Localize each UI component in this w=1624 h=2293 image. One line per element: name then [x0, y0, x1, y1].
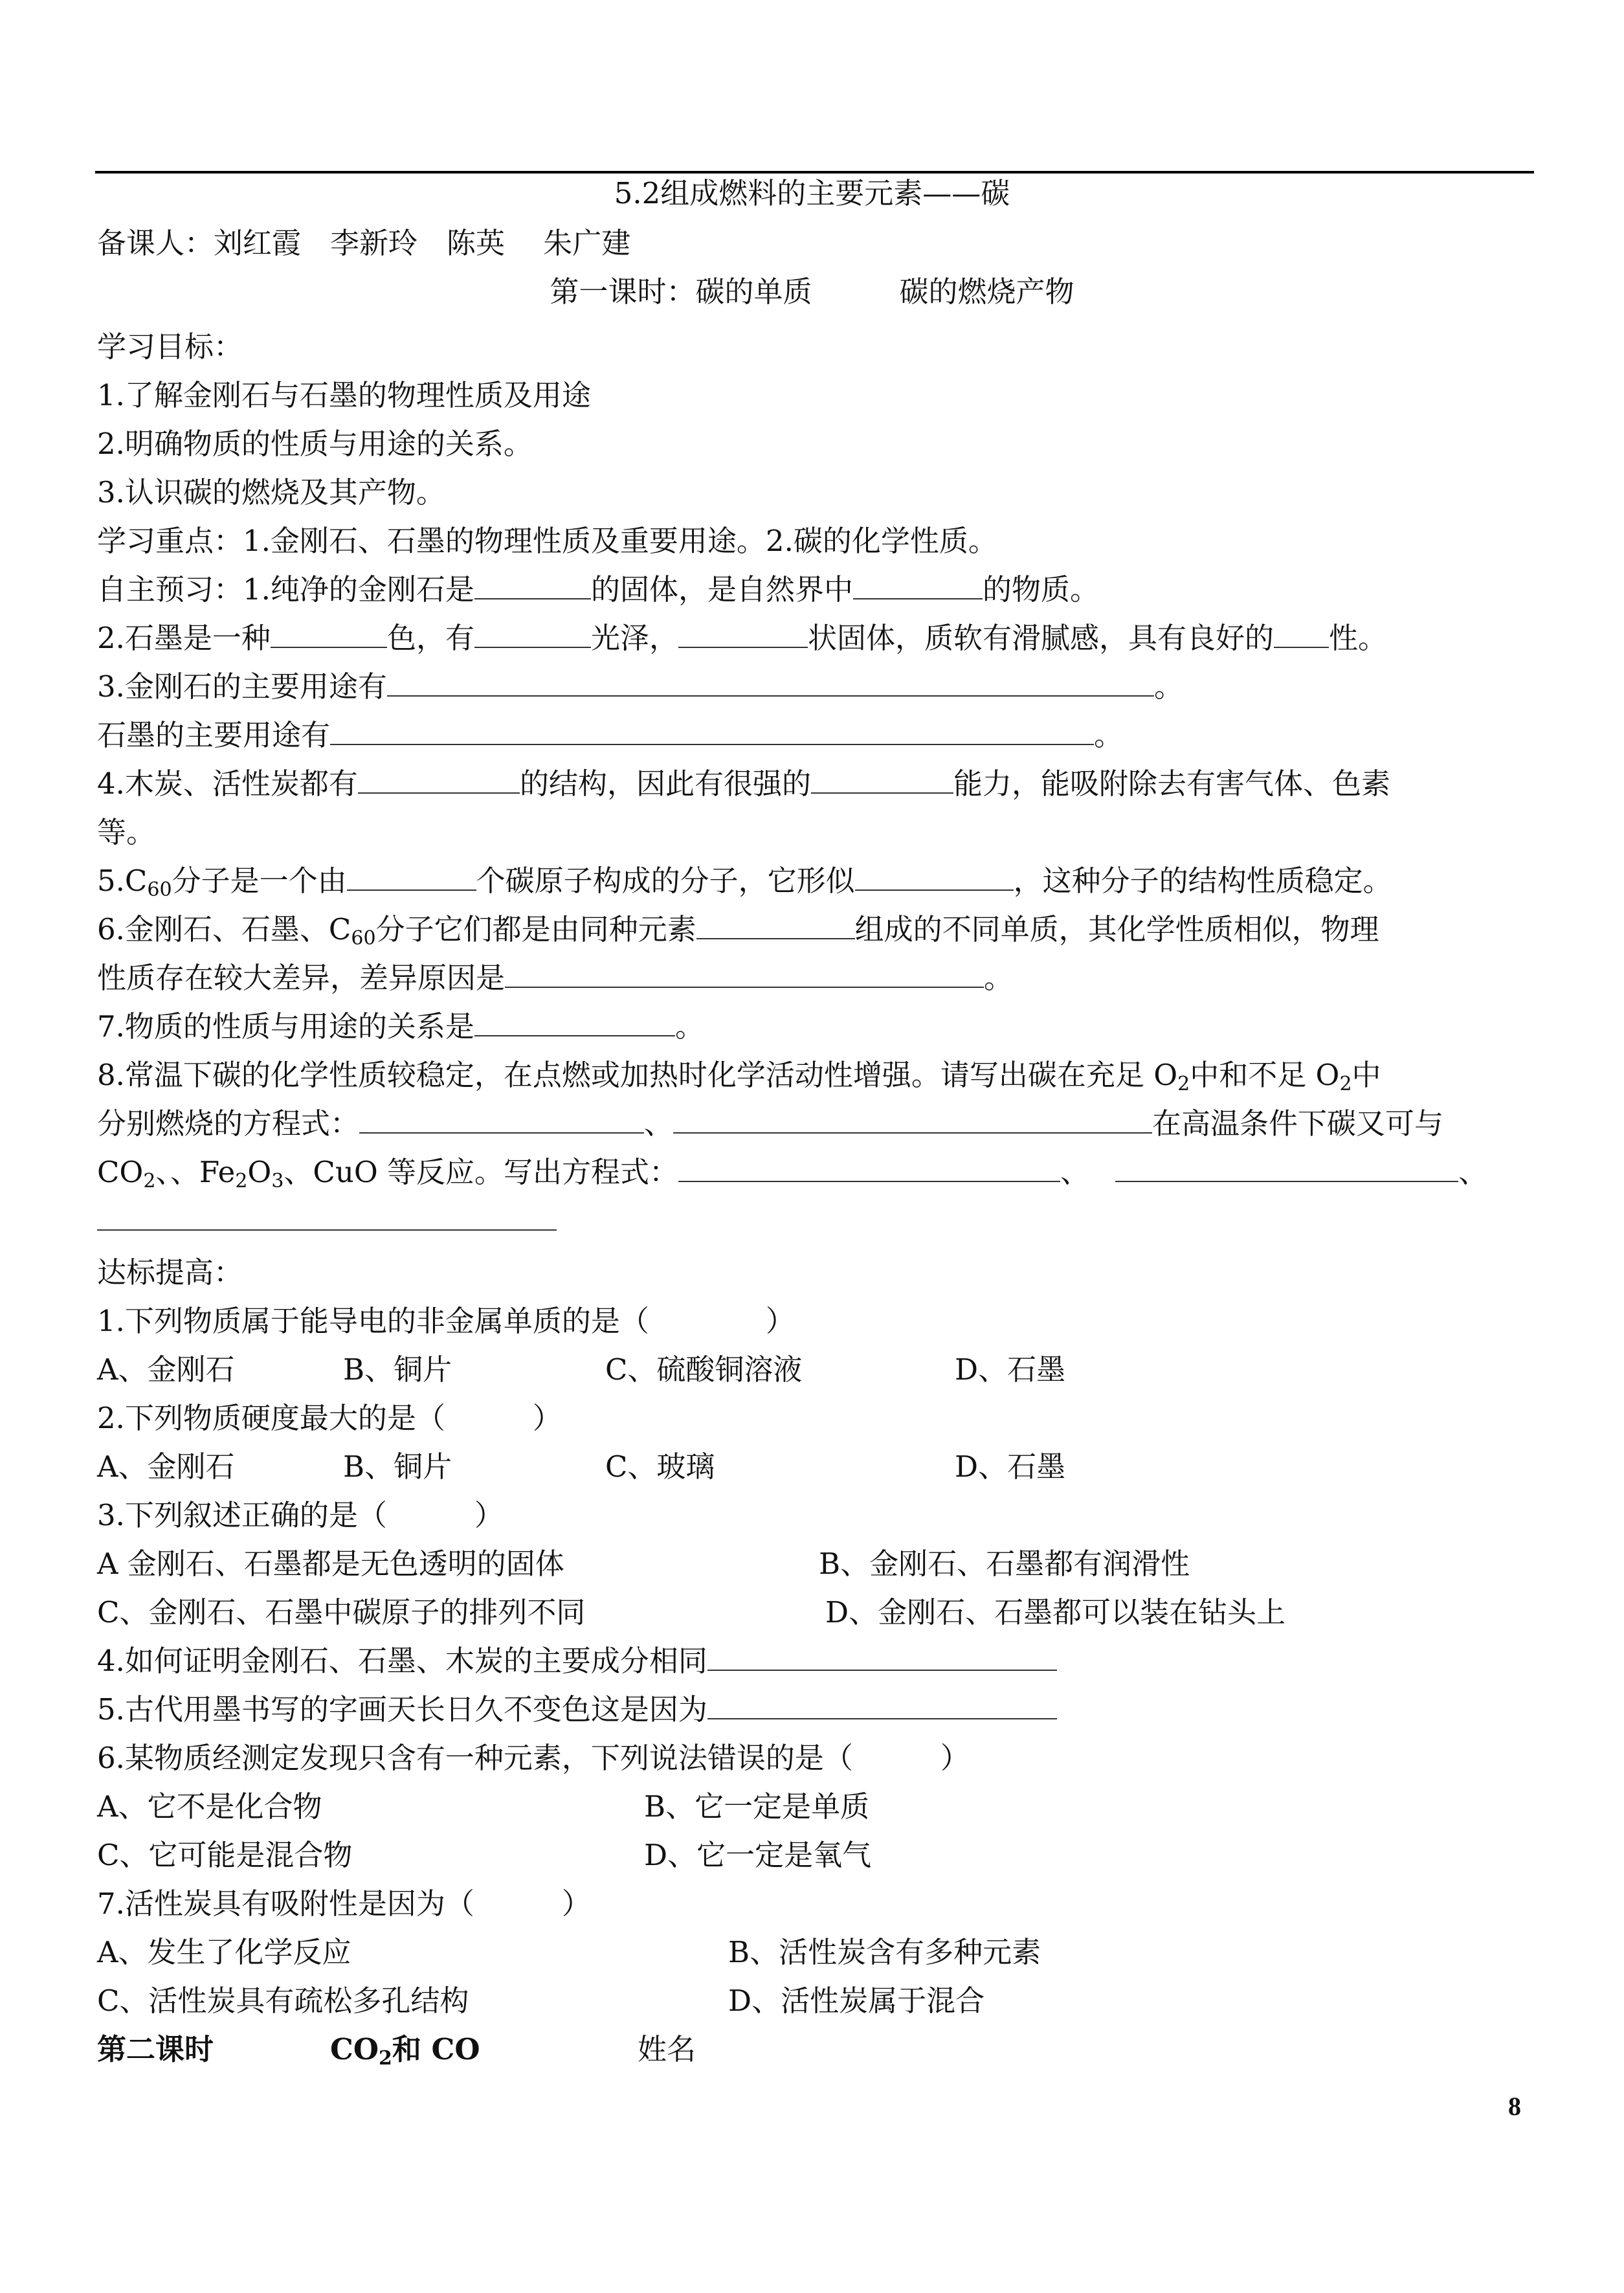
blank-diamond-property[interactable] [853, 572, 983, 599]
preview-q5: $5.C_{60}$分子是一个由 个碳原子构成的分子，它形似 ，这种分子的结构性质稳定。 [97, 864, 1392, 901]
q3-option-d[interactable]: D、金刚石、石墨都可以装在钻头上 [825, 1595, 1286, 1629]
preview-q4-cont: 等。 [97, 815, 156, 849]
q6-option-c[interactable]: C、它可能是混合物 [97, 1838, 353, 1872]
blank-c60-atoms[interactable] [347, 864, 476, 891]
blank-diamond-state[interactable] [474, 572, 591, 599]
q6-option-b[interactable]: B、它一定是单质 [644, 1789, 870, 1824]
q7-option-d[interactable]: D、活性炭属于混合 [728, 1984, 985, 2018]
q1-option-c[interactable]: C、硫酸铜溶液 [605, 1352, 803, 1387]
q1-option-d[interactable]: D、石墨 [955, 1352, 1066, 1387]
preview-q6-cont: 性质存在较大差异，差异原因是 。 [97, 961, 1014, 995]
key-points: 学习重点：1.金刚石、石墨的物理性质及重要用途。2.碳的化学性质。 [97, 524, 997, 558]
practice-q4: 4.如何证明金刚石、石墨、木炭的主要成分相同 [97, 1641, 1057, 1681]
preview-q3-graphite: 石墨的主要用途有 。 [97, 718, 1124, 752]
blank-graphite-conductivity[interactable] [1274, 621, 1329, 648]
practice-q6: 6.某物质经测定发现只含有一种元素，下列说法错误的是（ ） [97, 1741, 970, 1775]
blank-graphite-color[interactable] [271, 621, 387, 648]
blank-porous-structure[interactable] [358, 766, 520, 794]
blank-adsorption[interactable] [811, 766, 953, 794]
q6-option-d[interactable]: D、它一定是氧气 [644, 1838, 872, 1872]
q2-option-c[interactable]: C、玻璃 [605, 1449, 715, 1484]
objective-2: 2.明确物质的性质与用途的关系。 [97, 427, 533, 461]
q7-option-a[interactable]: A、发生了化学反应 [97, 1935, 351, 1969]
preview-q8: 8.常温下碳的化学性质较稳定，在点燃或加热时化学活动性增强。请写出碳在充足 $O_2$中和不足 $O_2$中 [97, 1058, 1381, 1095]
preview-q8-line4 [97, 1201, 557, 1241]
practice-q5: 5.古代用墨书写的字画天长日久不变色这是因为 [97, 1690, 1057, 1730]
q2-option-a[interactable]: A、金刚石 [97, 1449, 235, 1484]
q6-option-a[interactable]: A、它不是化合物 [97, 1789, 322, 1824]
q3-option-a[interactable]: A 金刚石、石墨都是无色透明的固体 [97, 1547, 564, 1581]
blank-same-element[interactable] [696, 912, 855, 939]
q3-option-b[interactable]: B、金刚石、石墨都有润滑性 [819, 1547, 1190, 1581]
preview-q7: 7.物质的性质与用途的关系是 。 [97, 1009, 704, 1044]
lesson-2-topic: $CO_2$和 CO [330, 2032, 480, 2070]
q7-option-b[interactable]: B、活性炭含有多种元素 [728, 1935, 1041, 1969]
q7-option-c[interactable]: C、活性炭具有疏松多孔结构 [97, 1984, 469, 2018]
preview-q8-line2: 分别燃烧的方程式： 、 在高温条件下碳又可与 [97, 1106, 1444, 1141]
page-title: 5.2组成燃料的主要元素——碳 [614, 176, 1010, 210]
objectives-heading: 学习目标： [97, 330, 243, 364]
blank-graphite-uses[interactable] [330, 718, 1094, 745]
page-number: 8 [1508, 2092, 1521, 2121]
objective-3: 3.认识碳的燃烧及其产物。 [97, 475, 445, 509]
practice-q2: 2.下列物质硬度最大的是（ ） [97, 1401, 562, 1435]
q1-option-b[interactable]: B、铜片 [343, 1352, 452, 1387]
practice-q1: 1.下列物质属于能导电的非金属单质的是（ ） [97, 1304, 795, 1338]
blank-c60-shape[interactable] [855, 864, 1014, 891]
lesson-2-label: 第二课时 [97, 2032, 214, 2066]
q3-option-c[interactable]: C、金刚石、石墨中碳原子的排列不同 [97, 1595, 586, 1629]
practice-q7: 7.活性炭具有吸附性是因为（ ） [97, 1886, 591, 1921]
blank-property-use-relation[interactable] [474, 1009, 675, 1036]
blank-difference-reason[interactable] [505, 961, 984, 988]
authors-line: 备课人：刘红霞 李新玲 陈英 朱广建 [97, 226, 631, 260]
preview-q3-diamond: 3.金刚石的主要用途有 。 [97, 669, 1183, 704]
blank-q5-answer[interactable] [707, 1692, 1057, 1719]
blank-equation-full-burn[interactable] [359, 1106, 644, 1134]
blank-diamond-uses[interactable] [387, 669, 1154, 697]
practice-heading: 达标提高： [97, 1255, 243, 1290]
blank-q4-answer[interactable] [707, 1644, 1057, 1671]
preview-q6: 6.金刚石、石墨、$C_{60}$分子它们都是由同种元素 组成的不同单质，其化学性质相似，物理 [97, 912, 1379, 950]
student-name-label: 姓名 [638, 2032, 696, 2066]
objective-1: 1.了解金刚石与石墨的物理性质及用途 [97, 378, 591, 412]
preview-q1: 自主预习：1.纯净的金刚石是 的固体，是自然界中 的物质。 [97, 572, 1099, 607]
blank-graphite-luster[interactable] [474, 621, 591, 648]
lesson-1-heading: 第一课时：碳的单质 碳的燃烧产物 [550, 274, 1074, 309]
blank-equation-3[interactable] [97, 1203, 557, 1231]
blank-graphite-shape[interactable] [678, 621, 808, 648]
q2-option-b[interactable]: B、铜片 [343, 1449, 452, 1484]
blank-equation-partial-burn[interactable] [673, 1106, 1152, 1134]
preview-q2: 2.石墨是一种 色，有 光泽， 状固体，质软有滑腻感，具有良好的 性。 [97, 621, 1387, 655]
blank-equation-2[interactable] [1115, 1155, 1458, 1182]
practice-q3: 3.下列叙述正确的是（ ） [97, 1498, 504, 1532]
blank-equation-1[interactable] [678, 1155, 1060, 1182]
preview-q4: 4.木炭、活性炭都有 的结构，因此有很强的 能力，能吸附除去有害气体、色素 [97, 766, 1390, 801]
q2-option-d[interactable]: D、石墨 [955, 1449, 1066, 1484]
q1-option-a[interactable]: A、金刚石 [97, 1352, 235, 1387]
preview-q8-line3: $CO_2$、、$Fe_2O_3$、CuO 等反应。写出方程式： 、 、 [97, 1155, 1488, 1192]
